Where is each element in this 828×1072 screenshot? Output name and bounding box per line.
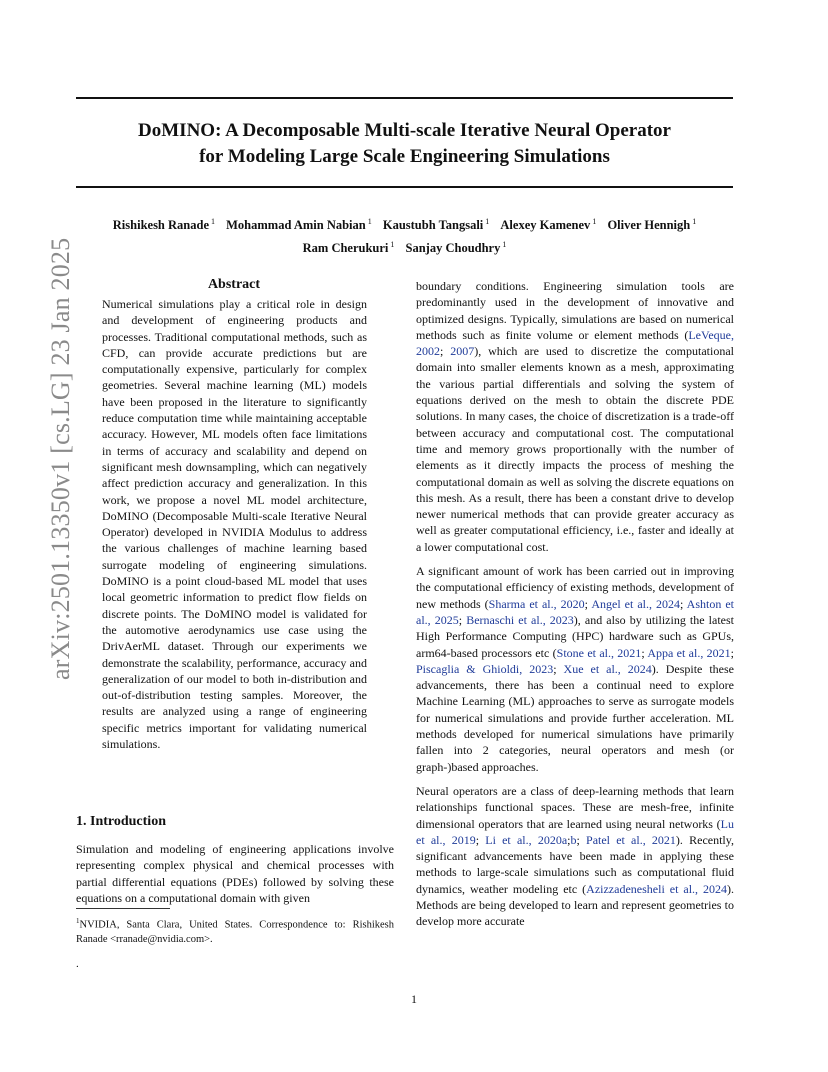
author	[383, 218, 489, 232]
author-name: Rishikesh Ranade	[112, 218, 209, 233]
author	[113, 218, 215, 232]
affiliation-mark: 1	[390, 240, 395, 250]
affiliation-mark: 1	[367, 217, 372, 226]
author-list	[76, 212, 733, 258]
text-run: ;	[584, 596, 592, 611]
right-column	[416, 278, 734, 938]
text-run: ;	[458, 612, 467, 627]
abstract-heading: Abstract	[207, 277, 261, 292]
citation-link[interactable]: 2007	[450, 344, 475, 359]
text-run: ). Recently, significant advancements have been made in applying these methods to large-scale simulations such as computational fluid dynamics, weather modeling etc (	[416, 832, 734, 896]
stray-dot: .	[76, 958, 79, 970]
text-run: ;	[730, 645, 735, 660]
abstract-text: Numerical simulations play a critical role in design and development of engineering products and processes. Traditional computational methods, such as CFD, can provide accurate predictions but are computationally expensive, particularly for complex geometries. Several machine learning (ML) models have been proposed in the literature to significantly reduce computation time while maintaining acceptable accuracy. However, ML models often face limitations in terms of accuracy and scalability and depend on significant mesh downsampling, which can negatively affect prediction accuracy and generalization. In this work, we propose a novel ML model architecture, DoMINO (Decomposable Multi-scale Iterative Neural Operator) developed in NVIDIA Modulus to address the various challenges of machine learning based surrogate modeling of engineering simulations. DoMINO is a point cloud-based ML model that uses local geometric information to predict flow fields on discrete points. The DoMINO model is validated for the automotive aerodynamics use case using the DrivAerML dataset. Through our experiments we demonstrate the scalability, performance, accuracy and generalization of our model to both in-distribution and out-of-distribution testing samples. Moreover, the results are analyzed using a range of engineering specific metrics important for validating numerical simulations.	[102, 297, 367, 752]
text-run: boundary conditions. Engineering simulation tools are predominantly used in the development of innovative and optimized designs. Typically, simulations are based on numerical methods such as finite volume or element methods (	[416, 279, 734, 342]
citation-link[interactable]: LeVeque, 2002	[416, 327, 734, 359]
section-heading-introduction: 1. Introduction	[76, 814, 166, 829]
text-run: ;	[567, 832, 571, 847]
citation-link[interactable]: Stone et al., 2021	[556, 645, 642, 660]
text-run: ). Despite these advancements, there has been a continual need to explore Machine Learning (ML) approaches to serve as surrogate models for numerical simulations and provide further acceleration. ML methods developed for numerical simulations have primarily fallen into 2 categories, neural operators and mesh (or graph-)based approaches.	[416, 661, 735, 774]
citation-link[interactable]: Sharma et al., 2020	[488, 596, 585, 611]
title-bottom-rule	[76, 186, 733, 188]
paragraph-efficiency	[416, 563, 734, 775]
affiliation-mark: 1	[485, 217, 490, 226]
citation-link[interactable]: Piscaglia & Ghioldi, 2023	[416, 661, 554, 676]
author-name: Alexey Kamenev	[500, 218, 591, 233]
author-name: Oliver Hennigh	[607, 218, 691, 233]
intro-paragraph: Simulation and modeling of engineering applications involve representing complex physical and chemical processes with partial differential equations (PDEs) followed by solving these equations on a computational domain with given	[76, 842, 394, 905]
text-run: A significant amount of work has been carried out in improving the computational efficiency of existing methods, development of new methods (	[416, 564, 734, 611]
affiliation-mark: 1	[502, 240, 507, 250]
citation-link[interactable]: b	[570, 832, 577, 847]
arxiv-side-stamp	[12, 237, 75, 680]
arxiv-identifier: arXiv:2501.13350v1 [cs.LG] 23 Jan 2025	[46, 237, 75, 680]
text-run: ;	[440, 344, 451, 359]
text-run: ;	[641, 645, 648, 660]
citation-link[interactable]: Bernaschi et al., 2023	[466, 612, 574, 627]
paragraph-boundary-conditions	[416, 278, 734, 555]
affiliation-mark: 1	[692, 217, 697, 226]
text-run: Neural operators are a class of deep-learning methods that learn relationships functional spaces. These are mesh-free, infinite dimensional operators that are learned using neural networks (	[416, 783, 734, 831]
citation-link[interactable]: Ashton et al., 2025	[416, 596, 735, 627]
footnote	[76, 914, 394, 947]
page-number: 1	[411, 992, 417, 1006]
text-run: ), which are used to discretize the computational domain into smaller elements known as a mesh, approximating the various partial differentials and solving the system of equations derived on the mesh to obtain the discrete PDE solutions. In many cases, the choice of discretization is a trade-off between accuracy and computational cost. The computational time and memory grows proportionally with the number of elements as it directly impacts the process of meshing the computational domain as well as solving the discrete equations on this mesh. As a result, there has been a constant drive to develop newer numerical methods that can provide greater accuracy as well as greater computational efficiency, i.e., faster and ideally at a lower computational cost.	[416, 344, 734, 554]
author	[226, 218, 372, 232]
author-name: Mohammad Amin Nabian	[226, 218, 366, 233]
text-run: ;	[679, 596, 687, 611]
citation-link[interactable]: Xue et al., 2024	[563, 661, 652, 676]
author	[406, 241, 507, 255]
citation-link[interactable]: Lu et al., 2019	[416, 816, 734, 847]
citation-link[interactable]: Li et al., 2020a	[485, 832, 568, 847]
title-line-1: DoMINO: A Decomposable Multi-scale Iterative Neural Operator	[138, 120, 671, 141]
author-line-1	[76, 212, 733, 235]
text-run: ;	[576, 832, 587, 847]
author-name: Ram Cherukuri	[302, 241, 389, 256]
author	[607, 218, 696, 232]
footnote-rule	[76, 908, 170, 909]
title-line-2: for Modeling Large Scale Engineering Simulations	[199, 146, 610, 167]
affiliation-mark: 1	[211, 217, 215, 226]
citation-link[interactable]: Appa et al., 2021	[647, 645, 731, 660]
text-run: ;	[553, 661, 564, 676]
text-run: ). Methods are being developed to learn and represent geometries to develop more accurate	[416, 881, 734, 929]
author-name: Kaustubh Tangsali	[382, 218, 484, 233]
text-run: ;	[475, 832, 486, 847]
title-top-rule	[76, 97, 733, 99]
citation-link[interactable]: Azizzadenesheli et al., 2024	[586, 881, 727, 896]
author	[303, 241, 395, 255]
footnote-mark: 1	[76, 917, 80, 925]
affiliation-mark: 1	[592, 217, 597, 226]
left-column	[76, 276, 392, 752]
citation-link[interactable]: Patel et al., 2021	[586, 832, 676, 847]
text-run: ), and also by utilizing the latest High Performance Computing (HPC) hardware such as GPUs, arm64-based processors etc (	[416, 612, 734, 660]
paper-title	[76, 118, 733, 170]
author-name: Sanjay Choudhry	[405, 241, 501, 256]
author	[500, 218, 596, 232]
paragraph-neural-operators	[416, 783, 734, 930]
citation-link[interactable]: Angel et al., 2024	[591, 596, 680, 611]
footnote-text: NVIDIA, Santa Clara, United States. Correspondence to: Rishikesh Ranade <rranade@nvidia.com>.	[76, 919, 394, 945]
author-line-2	[76, 235, 733, 258]
